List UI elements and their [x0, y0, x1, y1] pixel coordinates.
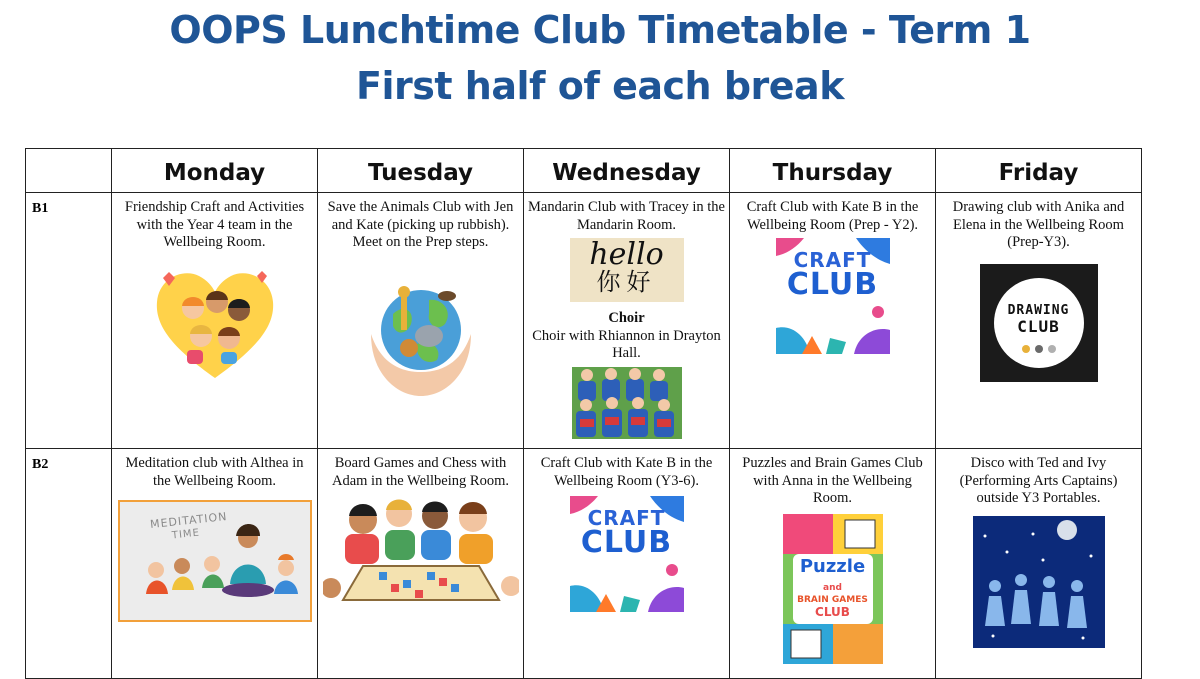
club-description: Disco with Ted and Ivy (Performing Arts Captains) outside Y3 Portables. [959, 455, 1118, 506]
page-subtitle: First half of each break [356, 64, 844, 108]
club-description: Board Games and Chess with Adam in the Wellbeing Room. [332, 455, 509, 489]
page-title: OOPS Lunchtime Club Timetable - Term 1 [169, 8, 1031, 52]
club-description: Drawing club with Anika and Elena in the Wellbeing Room (Prep-Y3). [952, 199, 1125, 250]
cell-b1-tuesday [318, 193, 524, 449]
day-friday: Friday [936, 149, 1142, 193]
disco-dancers-icon [973, 516, 1105, 648]
row-b2 [26, 449, 1142, 679]
puzzle-brain-games-logo: Puzzle and BRAIN GAMES CLUB [783, 514, 883, 664]
club-description: Meditation club with Althea in the Wellbeing Room. [125, 455, 304, 489]
row-label: B2 [26, 449, 112, 679]
choir-heading: Choir [608, 310, 645, 326]
club-description: Save the Animals Club with Jen and Kate (picking up rubbish). Meet on the Prep steps. [327, 199, 514, 250]
board-games-children-icon [323, 496, 519, 608]
hello-mandarin-image: hello 你好 [570, 238, 684, 302]
craft-club-logo: CRAFT CLUB [570, 496, 684, 612]
friendship-heart-icon [153, 266, 277, 384]
choir-description: Choir with Rhiannon in Drayton Hall. [532, 327, 721, 361]
corner-cell [26, 149, 112, 193]
choir-children-icon [572, 367, 682, 439]
timetable [25, 148, 1142, 679]
club-description: Puzzles and Brain Games Club with Anna in the Wellbeing Room. [742, 455, 923, 506]
meditation-time-image: MEDITATION TIME [118, 500, 312, 622]
club-description: Friendship Craft and Activities with the Year 4 team in the Wellbeing Room. [124, 199, 305, 250]
cell-b1-wednesday [524, 193, 730, 449]
meditating-children-icon [120, 502, 310, 620]
club-description: Craft Club with Kate B in the Wellbeing Room (Y3-6). [540, 455, 713, 489]
row-label: B1 [26, 193, 112, 449]
club-description: Mandarin Club with Tracey in the Mandarin Room. [528, 199, 725, 233]
header-row [26, 149, 1142, 193]
craft-club-logo: CRAFT CLUB [776, 238, 890, 354]
earth-animals-icon [367, 274, 475, 398]
cell-b2-monday [112, 449, 318, 679]
day-thursday: Thursday [730, 149, 936, 193]
cell-b2-tuesday [318, 449, 524, 679]
cell-b2-friday [936, 449, 1142, 679]
club-description: Craft Club with Kate B in the Wellbeing Room (Prep - Y2). [746, 199, 919, 233]
day-wednesday: Wednesday [524, 149, 730, 193]
cell-b2-wednesday [524, 449, 730, 679]
row-b1 [26, 193, 1142, 449]
day-tuesday: Tuesday [318, 149, 524, 193]
cell-b1-friday [936, 193, 1142, 449]
day-monday: Monday [112, 149, 318, 193]
drawing-club-logo: DRAWING CLUB [980, 264, 1098, 382]
color-dots-icon [1021, 344, 1057, 354]
cell-b1-thursday [730, 193, 936, 449]
cell-b1-monday [112, 193, 318, 449]
cell-b2-thursday [730, 449, 936, 679]
